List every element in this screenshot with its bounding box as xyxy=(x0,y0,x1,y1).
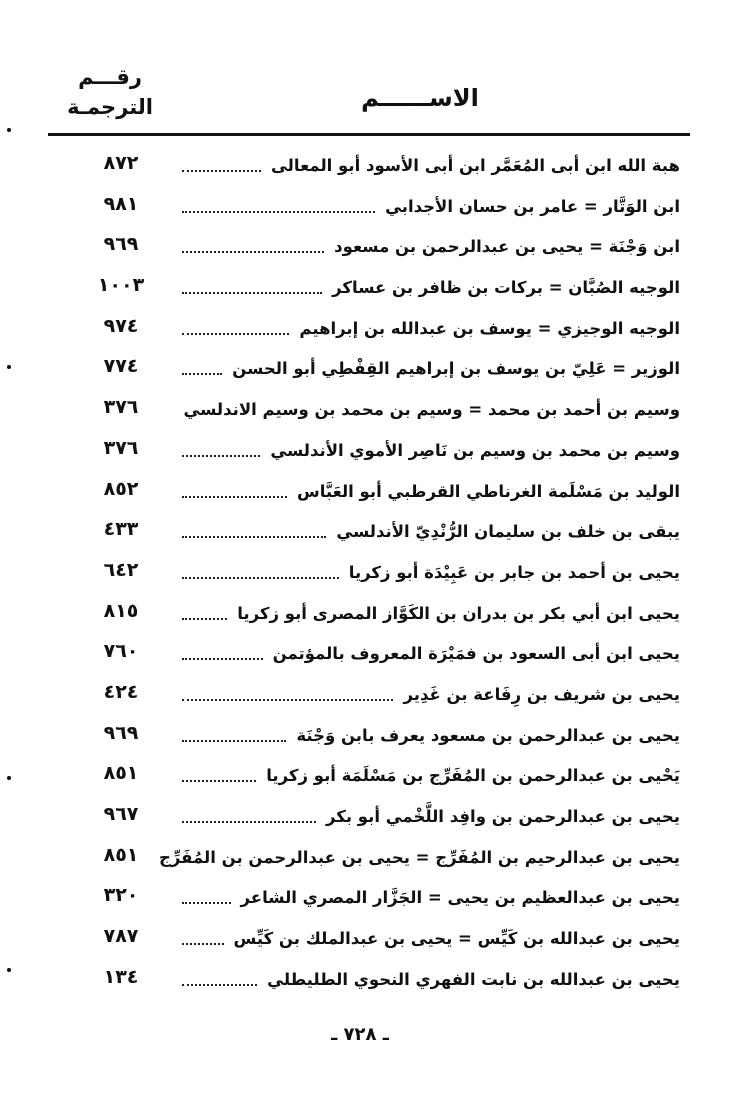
leader-dots xyxy=(182,496,287,498)
index-entry xyxy=(60,634,680,675)
entry-number: ٩٦٩ xyxy=(103,721,139,744)
leader-dots xyxy=(182,699,393,701)
index-entry xyxy=(60,838,680,879)
index-entry xyxy=(60,919,680,960)
index-entry xyxy=(60,146,680,187)
leader-dots xyxy=(182,780,256,782)
index-entry xyxy=(60,756,680,797)
number-heading-line2: الترجمـة xyxy=(67,95,153,119)
index-entry xyxy=(60,553,680,594)
leader-dots xyxy=(182,577,339,579)
leader-dots xyxy=(182,170,261,172)
entry-name: يحيى بن عبدالله بن كَيِّس = يحيى بن عبدالملك بن كَيِّس xyxy=(233,929,680,949)
leader-dots xyxy=(182,902,231,904)
entry-name: وسيم بن محمد بن وسيم بن نَاصِر الأموي الأندلسي xyxy=(270,440,680,460)
entry-number: ٨١٥ xyxy=(103,599,139,622)
entry-name: يحيى بن عبدالرحمن بن وافِد اللَّخْمي أبو بكر xyxy=(325,807,680,826)
number-column-heading xyxy=(60,62,160,122)
entry-name: الوجيه الوجيزي = يوسف بن عبدالله بن إبراهيم xyxy=(299,318,680,338)
leader-dots xyxy=(182,740,286,742)
leader-dots xyxy=(182,943,224,945)
entry-name: الوجيه الصُبَّان = بركات بن ظافر بن عساكر xyxy=(332,278,680,298)
index-entries xyxy=(60,146,680,1000)
leader-dots xyxy=(182,984,257,986)
entry-name: الوليد بن مَسْلَمة الغرناطي القرطبي أبو العَبَّاس xyxy=(296,481,680,501)
index-entry xyxy=(60,594,680,635)
entry-number: ٩٧٤ xyxy=(103,314,139,337)
entry-number: ٣٢٠ xyxy=(103,884,139,907)
index-entry xyxy=(60,227,680,268)
entry-number: ٦٤٢ xyxy=(103,558,139,581)
entry-name: يحيى ابن أبي بكر بن بدران بن الكَوَّاز المصرى أبو زكريا xyxy=(237,603,680,623)
entry-name: يحيى بن عبدالعظيم بن يحيى = الجَزَّار المصري الشاعر xyxy=(240,888,680,908)
leader-dots xyxy=(182,333,289,335)
entry-name: يبقى بن خلف بن سليمان الرُّنْدِيّ الأندلسي xyxy=(336,522,680,542)
leader-dots xyxy=(182,821,316,823)
entry-number: ٨٥١ xyxy=(103,762,139,785)
name-column-heading: الاســــــم xyxy=(361,84,479,112)
entry-number: ٨٥١ xyxy=(103,843,139,866)
index-entry xyxy=(60,309,680,350)
entry-number: ٩٦٧ xyxy=(103,803,139,825)
entry-number: ٩٨١ xyxy=(103,192,139,215)
margin-mark xyxy=(7,776,11,780)
entry-number: ٣٧٦ xyxy=(103,396,139,419)
entry-name: يحيى بن شريف بن رِفَاعة بن غَدِير xyxy=(403,684,680,704)
page-number: ـ ٧٢٨ ـ xyxy=(331,1024,389,1045)
entry-name: ابن الوَتَّار = عامر بن حسان الأجدابي xyxy=(385,196,680,216)
entry-number: ٤٢٤ xyxy=(103,680,139,703)
leader-dots xyxy=(182,251,324,253)
entry-name: يحيى بن أحمد بن جابر بن عَبِيْدَة أبو زكريا xyxy=(348,562,680,582)
margin-mark xyxy=(7,968,11,972)
entry-number: ١٣٤ xyxy=(103,965,139,988)
leader-dots xyxy=(182,618,227,620)
leader-dots xyxy=(182,211,375,213)
number-heading-line1: رقـــم xyxy=(78,65,142,89)
leader-dots xyxy=(182,292,322,294)
entry-name: ابن وَجْنَة = يحيى بن عبدالرحمن بن مسعود xyxy=(334,237,680,257)
leader-dots xyxy=(182,455,260,457)
entry-number: ٧٨٧ xyxy=(103,925,139,948)
leader-dots xyxy=(182,658,263,660)
entry-name: الوزير = عَلِيّ بن يوسف بن إبراهيم القِفْطِي أبو الحسن xyxy=(232,359,680,379)
header-rule xyxy=(48,133,690,136)
index-entry xyxy=(60,512,680,553)
index-entry xyxy=(60,960,680,1001)
entry-number: ٩٦٩ xyxy=(103,233,139,256)
entry-number: ٤٣٣ xyxy=(103,518,139,541)
index-entry xyxy=(60,472,680,513)
margin-mark xyxy=(7,128,11,132)
entry-number: ٧٧٤ xyxy=(103,355,139,378)
index-entry xyxy=(60,268,680,309)
entry-name: يحيى بن عبدالرحيم بن المُفَرِّج = يحيى بن عبدالرحمن بن المُفَرِّج xyxy=(158,847,680,867)
entry-name: يحيى ابن أبى السعود بن فمَيْرَة المعروف بالمؤتمن xyxy=(272,644,680,664)
entry-name: يحيى بن عبدالله بن نابت الفهري النحوي الطليطلي xyxy=(267,969,680,989)
entry-name: يَحْيى بن عبدالرحمن بن المُفَرِّج بن مَسْلَمَة أبو زكريا xyxy=(266,766,680,786)
entry-number: ٨٥٢ xyxy=(103,477,139,500)
index-entry xyxy=(60,390,680,431)
index-entry xyxy=(60,187,680,228)
index-entry xyxy=(60,431,680,472)
entry-number: ٧٦٠ xyxy=(103,640,139,663)
index-entry xyxy=(60,716,680,757)
entry-name: هبة الله ابن أبى المُعَمَّر ابن أبى الأسود أبو المعالى xyxy=(270,156,680,175)
entry-number: ٨٧٢ xyxy=(103,152,139,174)
entry-number: ١٠٠٣ xyxy=(97,274,145,297)
entry-number: ٣٧٦ xyxy=(103,436,139,459)
index-entry xyxy=(60,797,680,838)
margin-mark xyxy=(7,365,11,369)
entry-name: وسيم بن أحمد بن محمد = وسيم بن محمد بن وسيم الاندلسي xyxy=(183,400,680,420)
index-entry xyxy=(60,349,680,390)
index-entry xyxy=(60,675,680,716)
leader-dots xyxy=(182,536,326,538)
index-entry xyxy=(60,878,680,919)
leader-dots xyxy=(182,373,222,375)
entry-name: يحيى بن عبدالرحمن بن مسعود يعرف بابن وَجْنَة xyxy=(296,725,680,745)
